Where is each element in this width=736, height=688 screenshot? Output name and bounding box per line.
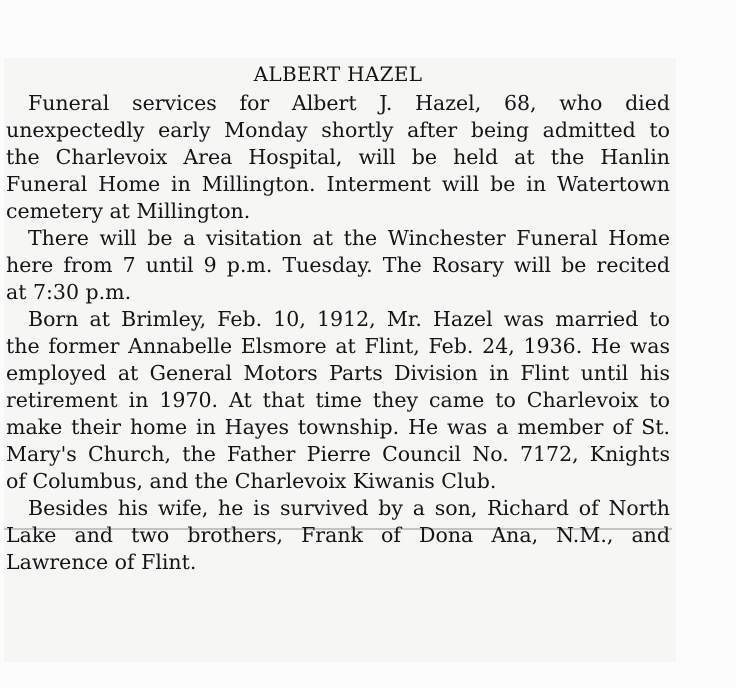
obituary-text [6, 60, 670, 576]
text-line: Funeral services for Albert J. Hazel, 68, who died [28, 91, 670, 115]
text-line: employed at General Motors Parts Division in Flint until his [6, 361, 670, 385]
paragraph-survivors [6, 495, 670, 576]
text-line: unexpectedly early Monday shortly after being admitted to [6, 118, 670, 142]
obituary-headline: ALBERT HAZEL [253, 62, 423, 86]
text-line: Lawrence of Flint. [6, 550, 197, 574]
text-line: cemetery at Millington. [6, 199, 251, 223]
text-line: here from 7 until 9 p.m. Tuesday. The Rosary will be recited [6, 253, 670, 277]
text-line: at 7:30 p.m. [6, 280, 132, 304]
text-line: make their home in Hayes township. He was a member of St. [6, 415, 670, 439]
text-line: the Charlevoix Area Hospital, will be held at the Hanlin [6, 145, 670, 169]
text-line: There will be a visitation at the Winchester Funeral Home [28, 226, 670, 250]
text-line: Lake and two brothers, Frank of Dona Ana, N.M., and [6, 523, 670, 547]
paragraph-funeral [6, 90, 670, 225]
text-line: the former Annabelle Elsmore at Flint, Feb. 24, 1936. He was [6, 334, 670, 358]
text-line: Mary's Church, the Father Pierre Council No. 7172, Knights [6, 442, 670, 466]
paragraph-biography [6, 306, 670, 495]
text-line: Besides his wife, he is survived by a son, Richard of North [28, 496, 670, 520]
text-line: Born at Brimley, Feb. 10, 1912, Mr. Hazel was married to [28, 307, 670, 331]
text-line: of Columbus, and the Charlevoix Kiwanis Club. [6, 469, 497, 493]
text-line: Funeral Home in Millington. Interment will be in Watertown [6, 172, 670, 196]
text-line: retirement in 1970. At that time they came to Charlevoix to [6, 388, 670, 412]
paragraph-visitation [6, 225, 670, 306]
